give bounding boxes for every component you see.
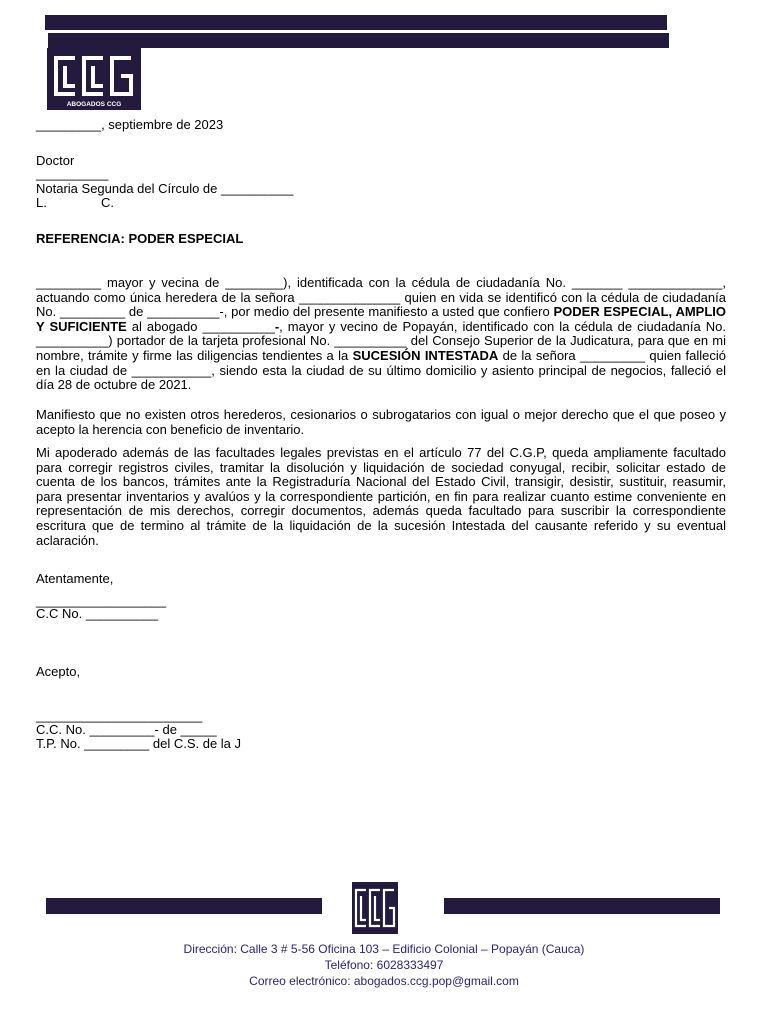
ccg-logo	[47, 48, 141, 110]
paragraph-heirs: Manifiesto que no existen otros herederos, cesionarios o subrogatarios con igual o mejor derecho que el que poseo y acepto la herencia con beneficio de inventario.	[36, 407, 726, 437]
footer-phone: Teléfono: 6028333497	[324, 958, 444, 972]
footer-bar-left	[46, 898, 322, 914]
grantor-cc: C.C No. __________	[36, 606, 159, 621]
signature-line-lawyer: _______________________	[36, 708, 203, 723]
footer-bar-right	[444, 898, 720, 914]
p1-bold-succession: SUCESIÓN INTESTADA	[352, 347, 499, 363]
addressee-city: L. C.	[36, 195, 115, 210]
p1-bold-power: PODER ESPECIAL, AMPLIO Y SUFICIENTE	[36, 304, 727, 334]
header-bar-bottom	[48, 33, 669, 48]
p1-text-c: al abogado __________	[126, 318, 275, 334]
addressee-blank: __________	[36, 166, 109, 181]
logo-caption: ABOGADOS CCG	[66, 101, 122, 108]
reference-heading: REFERENCIA: PODER ESPECIAL	[36, 231, 244, 246]
accept-label: Acepto,	[36, 664, 81, 679]
signature-line-grantor: __________________	[36, 593, 167, 608]
p1-text-e: , mayor y vecino de Popayán, identificado con la cédula de ciudadanía No. __________) portador de la tarjeta profesional No. __________ del Consejo Superior de la Judicatura, para que en mi nombre, trámite y firme las diligencias tendientes a la	[36, 318, 726, 363]
paragraph-faculties: Mi apoderado además de las facultades legales previstas en el artículo 77 del C.G.P, queda ampliamente facultado para corregir registros civiles, tramitar la disolución y liquidación de sociedad conyugal, recibir, solicitar estado de cuenta de los bancos, trámites ante la Registraduría Nacional del Estado Civil, transigir, desistir, sustituir, reasumir, para presentar inventarios y avalúos y la correspondiente partición, en fin para realizar cuanto estime conveniente en representación de mis derechos, corregir documentos, además queda facultado para suscribir la correspondiente escritura que de termino al trámite de la liquidación de la sucesión Intestada del causante referido y su eventual aclaración.	[36, 445, 726, 548]
date-line: _________, septiembre de 2023	[36, 117, 224, 132]
lawyer-tp: T.P. No. _________ del C.S. de la J	[36, 736, 242, 751]
paragraph-main	[36, 276, 726, 393]
p1-bold-dash: -	[274, 318, 280, 334]
p1-text-g: de la señora _________ quien falleció en la ciudad de ___________, siendo esta la ciudad de su último domicilio y asiento principal de negocios, falleció el día 28 de octubre de 2021.	[36, 347, 726, 393]
footer-address: Dirección: Calle 3 # 5-56 Oficina 103 – Edificio Colonial – Popayán (Cauca)	[183, 942, 585, 956]
footer-ccg-logo	[352, 882, 398, 934]
header-bar-top	[45, 15, 667, 30]
lawyer-cc: C.C. No. _________- de _____	[36, 722, 217, 737]
footer-email: Correo electrónico: abogados.ccg.pop@gmail.com	[249, 974, 519, 988]
closing: Atentamente,	[36, 571, 114, 586]
p1-text-a: _________ mayor y vecina de ________), identificada con la cédula de ciudadanía No. _______ _____________, actuando como única heredera de la señora ______________ quien en vida se identificó con la cédula de ciudadanía No. _________ de __________-, por medio del presente manifiesto a usted que confiero	[36, 275, 726, 320]
addressee-title: Doctor	[36, 153, 75, 168]
addressee-office: Notaria Segunda del Círculo de __________	[36, 181, 294, 196]
